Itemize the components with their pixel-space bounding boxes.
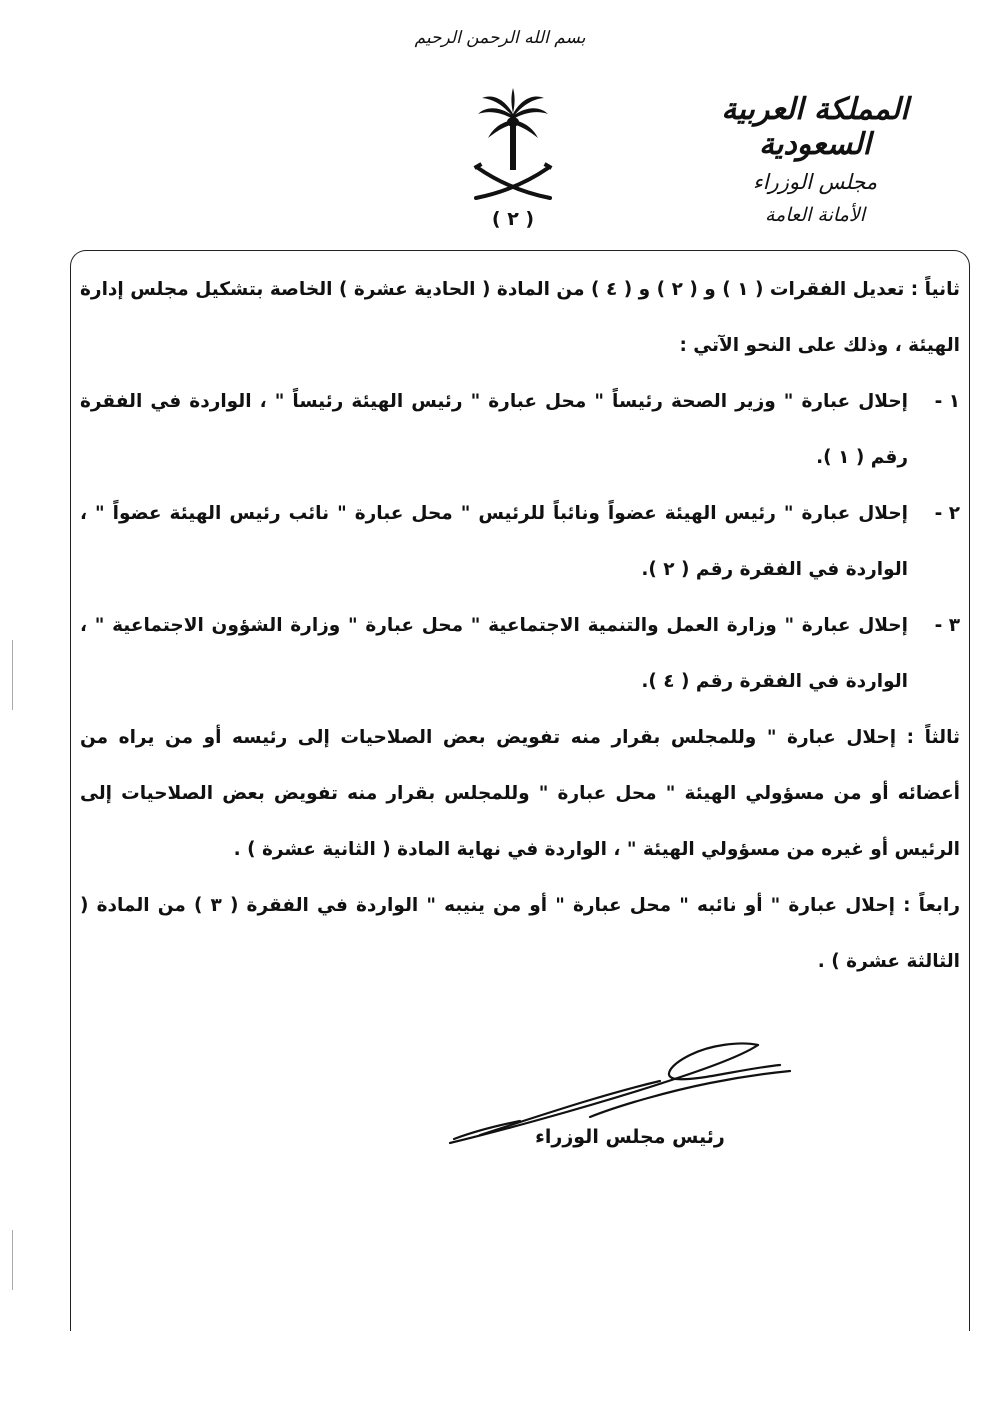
section-third xyxy=(80,710,960,878)
saudi-emblem-icon xyxy=(470,86,556,206)
letterhead-council: مجلس الوزراء xyxy=(752,170,878,194)
section-fourth xyxy=(80,878,960,990)
basmala: بسم الله الرحمن الرحيم xyxy=(414,28,586,48)
page-number: ( ٢ ) xyxy=(491,208,535,230)
scan-margin-line xyxy=(12,640,13,710)
scan-margin-line xyxy=(12,1230,13,1290)
list-item-number: ٣ - xyxy=(934,615,960,636)
letterhead-kingdom: المملكة العربية السعودية xyxy=(721,92,909,162)
section-second-text: تعديل الفقرات ( ١ ) و ( ٢ ) و ( ٤ ) من المادة ( الحادية عشرة ) الخاصة بتشكيل مجلس إدارة الهيئة ، وذلك على النحو الآتي : xyxy=(80,279,960,356)
list-item xyxy=(80,598,960,710)
section-third-label: ثالثاً : xyxy=(906,727,960,748)
signature-title: رئيس مجلس الوزراء xyxy=(535,1126,725,1148)
section-fourth-label: رابعاً : xyxy=(903,895,960,916)
section-second-label: ثانياً : xyxy=(910,279,960,300)
list-item-text: إحلال عبارة " وزارة العمل والتنمية الاجتماعية " محل عبارة " وزارة الشؤون الاجتماعية " ، الواردة في الفقرة رقم ( ٤ ). xyxy=(80,615,908,692)
letterhead-secretariat: الأمانة العامة xyxy=(765,204,865,226)
list-item-number: ١ - xyxy=(934,391,960,412)
list-item-number: ٢ - xyxy=(934,503,960,524)
list-item-text: إحلال عبارة " وزير الصحة رئيساً " محل عبارة " رئيس الهيئة رئيساً " ، الواردة في الفقرة رقم ( ١ ). xyxy=(80,391,908,468)
decision-body xyxy=(80,262,960,990)
section-third-text: إحلال عبارة " وللمجلس بقرار منه تفويض بعض الصلاحيات إلى رئيسه أو من يراه من أعضائه أو من مسؤولي الهيئة " محل عبارة " وللمجلس بقرار منه تفويض بعض الصلاحيات إلى الرئيس أو غيره من مسؤولي الهيئة " ، الواردة في نهاية المادة ( الثانية عشرة ) . xyxy=(80,727,960,860)
list-item xyxy=(80,486,960,598)
section-second xyxy=(80,262,960,374)
letterhead xyxy=(670,92,960,226)
list-item xyxy=(80,374,960,486)
section-fourth-text: إحلال عبارة " أو نائبه " محل عبارة " أو من ينيبه " الواردة في الفقرة ( ٣ ) من المادة ( الثالثة عشرة ) . xyxy=(80,895,960,972)
list-item-text: إحلال عبارة " رئيس الهيئة عضواً ونائباً للرئيس " محل عبارة " نائب رئيس الهيئة عضواً " ، الواردة في الفقرة رقم ( ٢ ). xyxy=(80,503,908,580)
